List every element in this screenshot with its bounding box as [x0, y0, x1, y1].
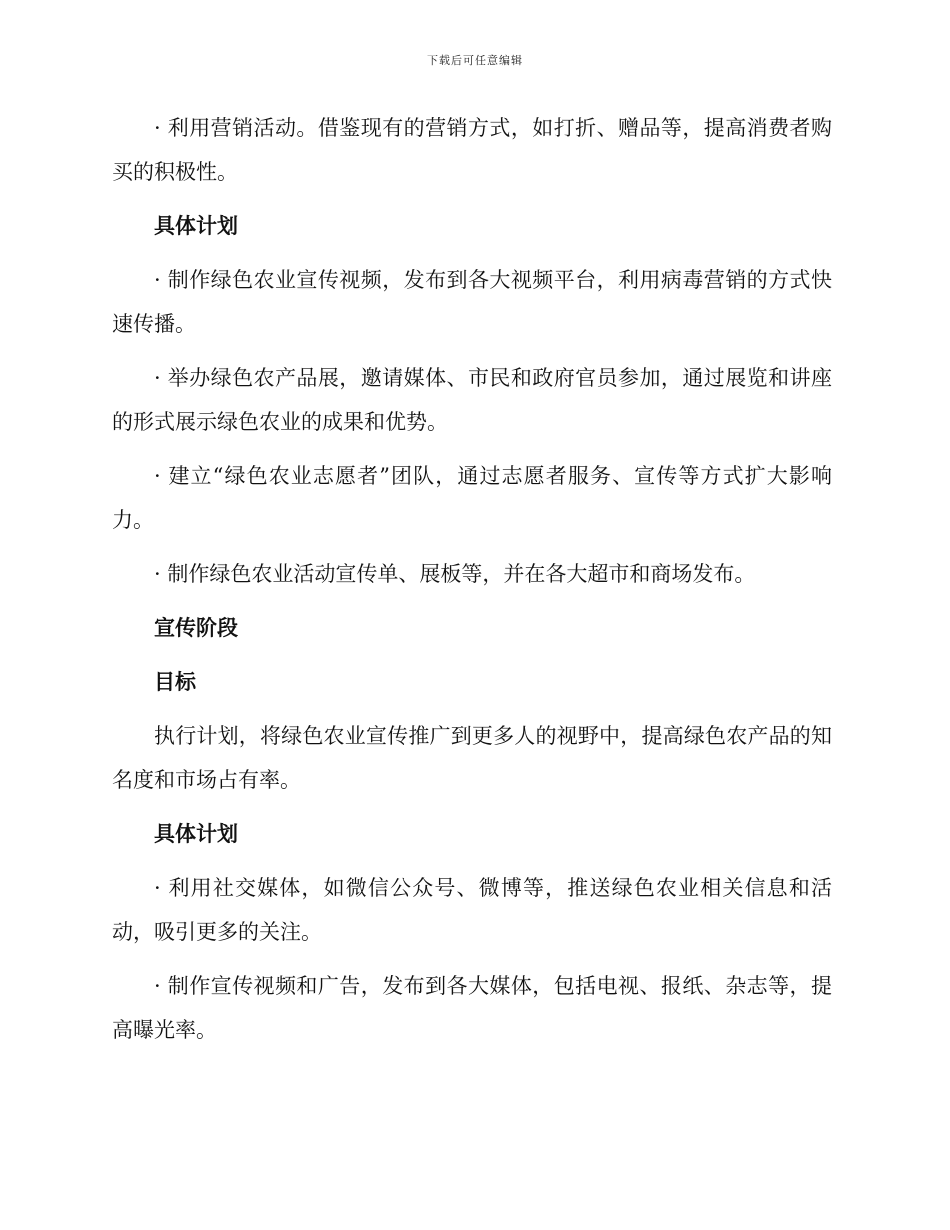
paragraph-gap	[112, 954, 832, 964]
document-body	[112, 106, 832, 1052]
bullet-paragraph: · 建立“绿色农业志愿者”团队，通过志愿者服务、宣传等方式扩大影响力。	[112, 464, 832, 532]
paragraph-gap	[112, 704, 832, 714]
body-paragraph: 执行计划，将绿色农业宣传推广到更多人的视野中，提高绿色农产品的知名度和市场占有率。	[112, 724, 832, 792]
bullet-paragraph: · 制作绿色农业活动宣传单、展板等，并在各大超市和商场发布。	[154, 562, 756, 586]
section-heading: 具体计划	[154, 822, 238, 846]
paragraph-gap	[112, 248, 832, 258]
section-heading: 目标	[154, 670, 196, 694]
bullet-paragraph: · 利用营销活动。借鉴现有的营销方式，如打折、赠品等，提高消费者购买的积极性。	[112, 116, 832, 184]
bullet-paragraph: · 举办绿色农产品展，邀请媒体、市民和政府官员参加，通过展览和讲座的形式展示绿色农业的成果和优势。	[112, 366, 832, 434]
bullet-paragraph: · 制作绿色农业宣传视频，发布到各大视频平台，利用病毒营销的方式快速传播。	[112, 268, 832, 336]
bullet-paragraph: · 制作宣传视频和广告，发布到各大媒体，包括电视、报纸、杂志等，提高曝光率。	[112, 974, 832, 1042]
paragraph-gap	[112, 802, 832, 812]
paragraph-gap	[112, 444, 832, 454]
page-header: 下载后可任意编辑	[427, 54, 523, 67]
section-heading: 宣传阶段	[154, 616, 238, 640]
paragraph-gap	[112, 596, 832, 606]
bullet-paragraph: · 利用社交媒体，如微信公众号、微博等，推送绿色农业相关信息和活动，吸引更多的关注。	[112, 876, 832, 944]
paragraph-gap	[112, 542, 832, 552]
paragraph-gap	[112, 856, 832, 866]
paragraph-gap	[112, 650, 832, 660]
paragraph-gap	[112, 194, 832, 204]
paragraph-gap	[112, 346, 832, 356]
section-heading: 具体计划	[154, 214, 238, 238]
